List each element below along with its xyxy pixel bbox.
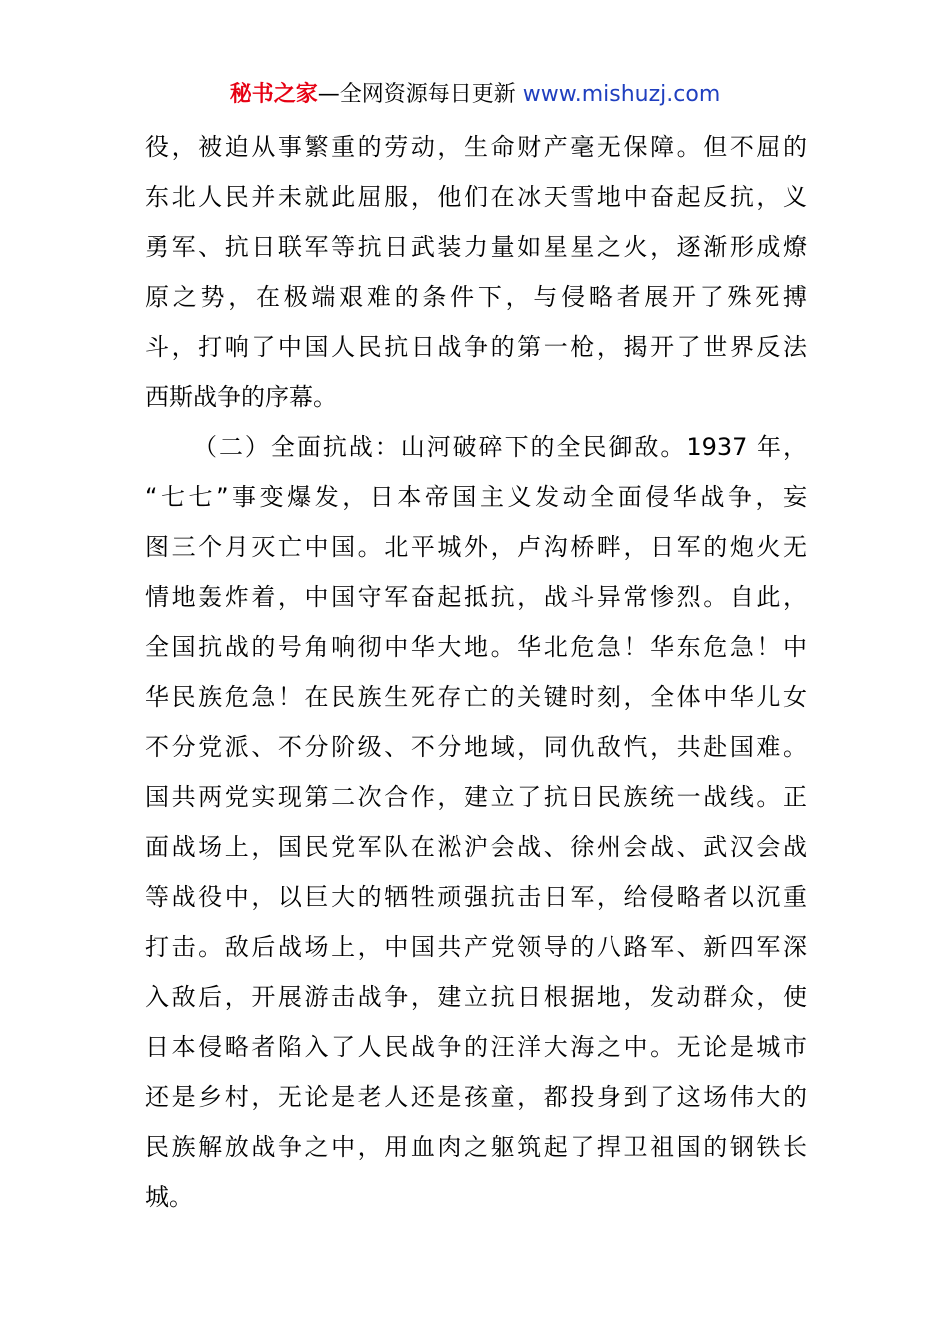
text-line: 役，被迫从事繁重的劳动，生命财产毫无保障。但不屈的 [145, 133, 807, 161]
text-line: 勇军、抗日联军等抗日武装力量如星星之火，逐渐形成燎 [145, 233, 807, 261]
text-line: 华民族危急！在民族生死存亡的关键时刻，全体中华儿女 [145, 683, 807, 711]
header-tagline: —全网资源每日更新 [317, 82, 516, 107]
text-line: 还是乡村，无论是老人还是孩童，都投身到了这场伟大的 [145, 1083, 807, 1111]
text-line: 情地轰炸着，中国守军奋起抵抗，战斗异常惨烈。自此， [145, 583, 807, 611]
text-line: 斗，打响了中国人民抗日战争的第一枪，揭开了世界反法 [145, 333, 807, 361]
text-line: 原之势，在极端艰难的条件下，与侵略者展开了殊死搏 [145, 283, 807, 311]
text-line: 国共两党实现第二次合作，建立了抗日民族统一战线。正 [145, 783, 807, 811]
text-line: 图三个月灭亡中国。北平城外，卢沟桥畔，日军的炮火无 [145, 533, 807, 561]
text-line: 西斯战争的序幕。 [145, 383, 337, 411]
document-body [145, 122, 807, 1222]
text-line: “七七”事变爆发，日本帝国主义发动全面侵华战争，妄 [145, 483, 807, 511]
text-line: 不分党派、不分阶级、不分地域，同仇敌忾，共赴国难。 [145, 733, 807, 761]
text-line: 打击。敌后战场上，中国共产党领导的八路军、新四军深 [145, 933, 807, 961]
text-line: 全国抗战的号角响彻中华大地。华北危急！华东危急！中 [145, 633, 807, 661]
page-header [0, 78, 950, 112]
text-line: 等战役中，以巨大的牺牲顽强抗击日军，给侵略者以沉重 [145, 883, 807, 911]
header-url[interactable]: www.mishuzj.com [515, 82, 721, 107]
text-line: 民族解放战争之中，用血肉之躯筑起了捍卫祖国的钢铁长 [145, 1133, 807, 1161]
text-line: 东北人民并未就此屈服，他们在冰天雪地中奋起反抗，义 [145, 183, 807, 211]
header-brand: 秘书之家 [229, 82, 318, 107]
text-line: 城。 [145, 1183, 193, 1211]
paragraph-full-scale-war [145, 422, 807, 1222]
section-heading-line: （二）全面抗战：山河破碎下的全民御敌。1937 年， [193, 433, 807, 461]
text-line: 日本侵略者陷入了人民战争的汪洋大海之中。无论是城市 [145, 1033, 807, 1061]
paragraph-continuation [145, 122, 807, 422]
text-line: 面战场上，国民党军队在淞沪会战、徐州会战、武汉会战 [145, 833, 807, 861]
text-line: 入敌后，开展游击战争，建立抗日根据地，发动群众，使 [145, 983, 807, 1011]
